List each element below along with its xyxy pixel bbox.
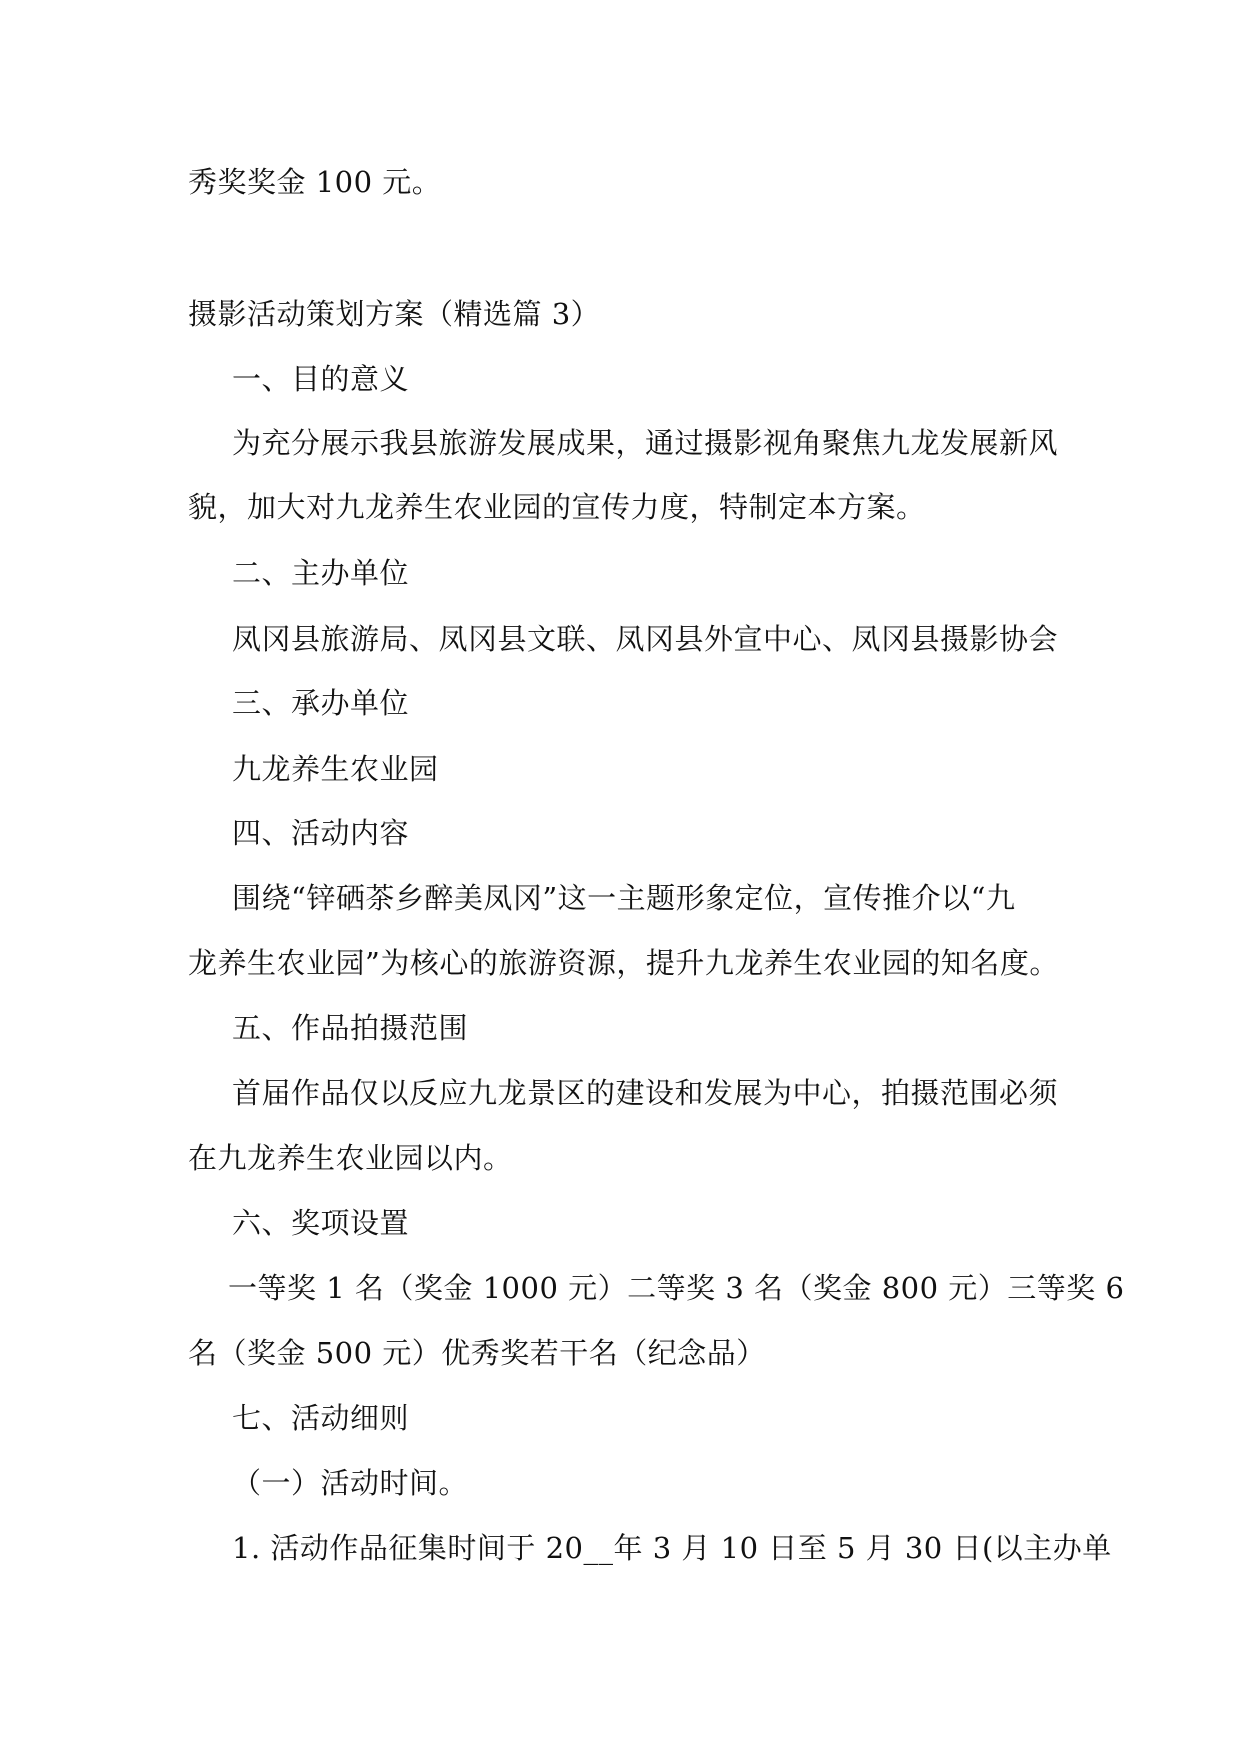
paragraph-undertaker: 九龙养生农业园 [232, 752, 439, 786]
paragraph-continuation: 秀奖奖金 100 元。 [188, 165, 442, 199]
paragraph-awards-line-1: 一等奖 1 名（奖金 1000 元）二等奖 3 名（奖金 800 元）三等奖 6 [228, 1271, 1125, 1305]
paragraph-scope-line-2: 在九龙养生农业园以内。 [188, 1141, 513, 1175]
paragraph-time-item-1: 1. 活动作品征集时间于 20__年 3 月 10 日至 5 月 30 日(以主办单 [232, 1531, 1112, 1565]
paragraph-awards-line-2: 名（奖金 500 元）优秀奖若干名（纪念品） [188, 1336, 766, 1370]
paragraph-purpose-line-2: 貌，加大对九龙养生农业园的宣传力度，特制定本方案。 [188, 490, 926, 524]
heading-organizer: 二、主办单位 [232, 556, 410, 590]
paragraph-content-line-2: 龙养生农业园”为核心的旅游资源，提升九龙养生农业园的知名度。 [188, 946, 1059, 980]
heading-scope: 五、作品拍摄范围 [232, 1011, 469, 1045]
subheading-time: （一）活动时间。 [232, 1466, 469, 1500]
paragraph-scope-line-1: 首届作品仅以反应九龙景区的建设和发展为中心，拍摄范围必须 [232, 1076, 1059, 1110]
heading-awards: 六、奖项设置 [232, 1206, 410, 1240]
heading-content: 四、活动内容 [232, 816, 410, 850]
paragraph-organizer: 凤冈县旅游局、凤冈县文联、凤冈县外宣中心、凤冈县摄影协会 [232, 622, 1059, 656]
paragraph-purpose-line-1: 为充分展示我县旅游发展成果，通过摄影视角聚焦九龙发展新风 [232, 426, 1059, 460]
heading-rules: 七、活动细则 [232, 1401, 410, 1435]
heading-purpose: 一、目的意义 [232, 362, 410, 396]
section-title: 摄影活动策划方案（精选篇 3） [188, 297, 601, 331]
heading-undertaker: 三、承办单位 [232, 686, 410, 720]
paragraph-content-line-1: 围绕“锌硒茶乡醉美凤冈”这一主题形象定位，宣传推介以“九 [232, 881, 1016, 915]
